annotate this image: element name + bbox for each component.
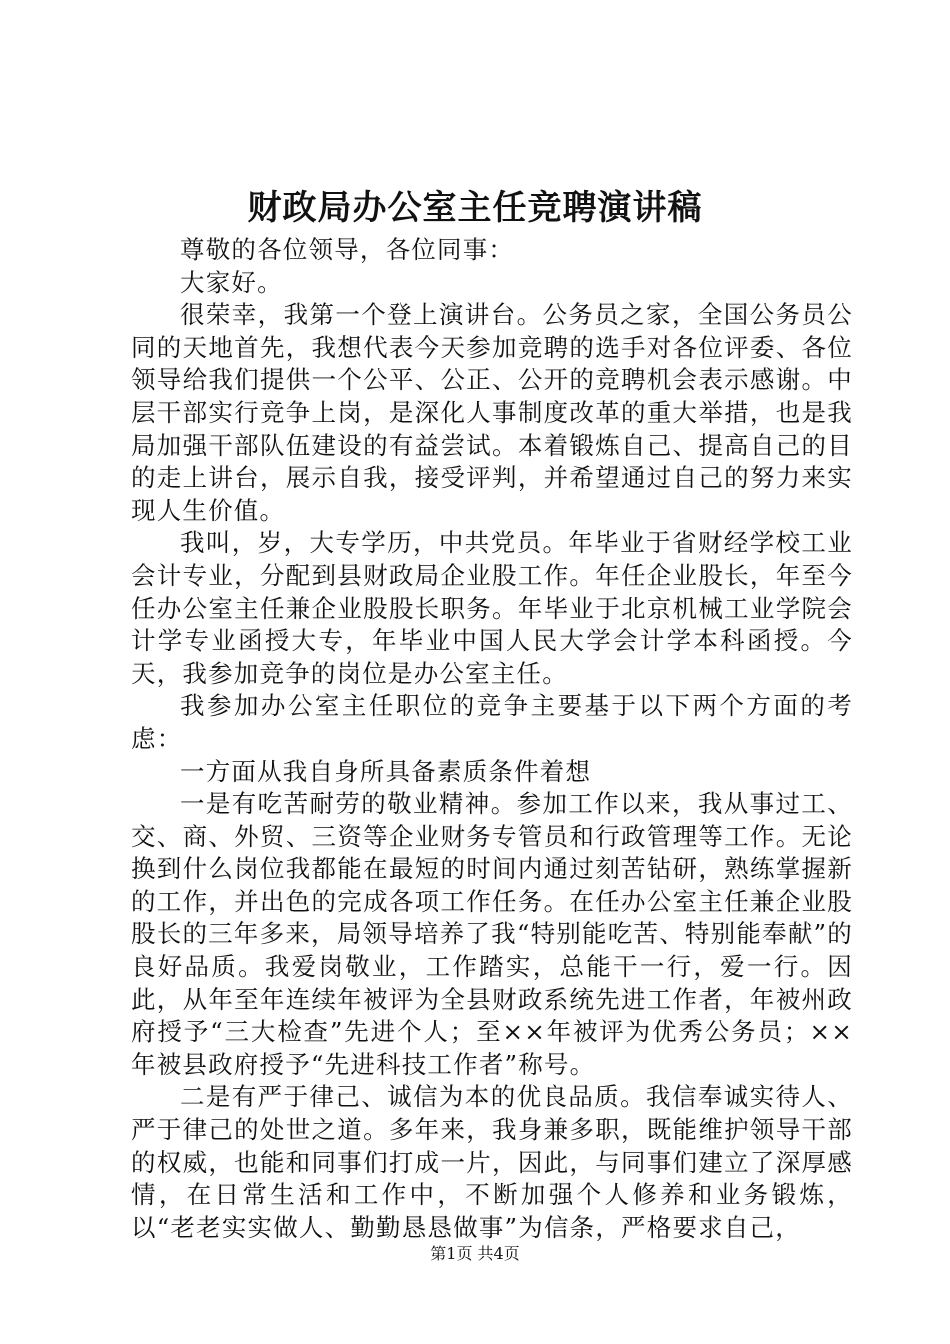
section-heading: 一方面从我自身所具备素质条件着想 — [180, 756, 592, 786]
paragraph: 我参加办公室主任职位的竞争主要基于以下两个方面的考虑： — [131, 691, 853, 753]
salutation: 尊敬的各位领导，各位同事： — [180, 235, 515, 264]
document-title: 财政局办公室主任竞聘演讲稿 — [247, 188, 703, 228]
paragraph: 二是有严于律己、诚信为本的优良品质。我信奉诚实待人、严于律己的处世之道。多年来，我身兼多职，既能维护领导干部的权威，也能和同事们打成一片，因此，与同事们建立了深厚感情，在日常生活和工作中，不断加强个人修养和业务锻炼，以“老老实实做人、勤勤恳恳做事”为信条，严格要求自己， — [131, 1082, 853, 1242]
document-body — [131, 234, 853, 1244]
greeting: 大家好。 — [180, 267, 283, 297]
page-number: 第1页 共4页 — [430, 1244, 520, 1263]
paragraph: 一是有吃苦耐劳的敬业精神。参加工作以来，我从事过工、交、商、外贸、三资等企业财务专管员和行政管理等工作。无论换到什么岗位我都能在最短的时间内通过刻苦钻研，熟练掌握新的工作，并出色的完成各项工作任务。在任办公室主任兼企业股股长的三年多来，局领导培养了我“特别能吃苦、特别能奉献”的良好品质。我爱岗敬业，工作踏实，总能干一行，爱一行。因此，从年至年连续年被评为全县财政系统先进工作者，年被州政府授予“三大检查”先进个人；至××年被评为优秀公务员；××年被县政府授予“先进科技工作者”称号。 — [131, 789, 853, 1079]
paragraph: 我叫，岁，大专学历，中共党员。年毕业于省财经学校工业会计专业，分配到县财政局企业股工作。年任企业股长，年至今任办公室主任兼企业股股长职务。年毕业于北京机械工业学院会计学专业函授大专，年毕业中国人民大学会计学本科函授。今天，我参加竞争的岗位是办公室主任。 — [131, 528, 853, 688]
paragraph: 很荣幸，我第一个登上演讲台。公务员之家，全国公务员公同的天地首先，我想代表今天参加竞聘的选手对各位评委、各位领导给我们提供一个公平、公正、公开的竞聘机会表示感谢。中层干部实行竞争上岗，是深化人事制度改革的重大举措，也是我局加强干部队伍建设的有益尝试。本着锻炼自己、提高自己的目的走上讲台，展示自我，接受评判，并希望通过自己的努力来实现人生价值。 — [131, 300, 853, 525]
